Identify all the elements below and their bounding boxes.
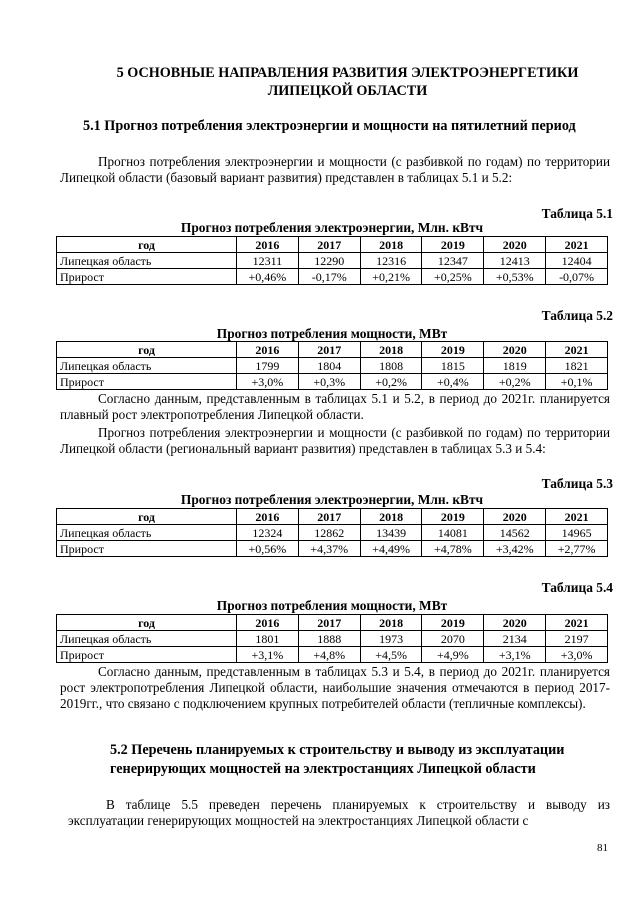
value-cell: 12290 <box>298 253 360 269</box>
value-cell: 1799 <box>237 358 299 374</box>
value-cell: 14562 <box>484 525 546 541</box>
header-cell: 2020 <box>484 237 546 253</box>
value-cell: 2070 <box>422 631 484 647</box>
header-cell: 2017 <box>298 237 360 253</box>
header-cell: 2019 <box>422 342 484 358</box>
value-cell: -0,07% <box>546 269 608 285</box>
table-row <box>57 631 608 647</box>
table-row <box>57 253 608 269</box>
header-cell: 2016 <box>237 615 299 631</box>
table-5-1-caption: Прогноз потребления электроэнергии, Млн. кВтч <box>180 220 484 235</box>
header-cell: 2021 <box>546 615 608 631</box>
value-cell: 1973 <box>360 631 422 647</box>
table-5-1-label: Таблица 5.1 <box>541 206 613 221</box>
table-row <box>57 269 608 285</box>
section-5-2-heading-line1: 5.2 Перечень планируемых к строительству и выводу из эксплуатации <box>110 742 565 758</box>
row-label-cell: Прирост <box>57 269 237 285</box>
table-5-4-label: Таблица 5.4 <box>541 580 613 595</box>
value-cell: +0,3% <box>298 374 360 390</box>
value-cell: +4,78% <box>422 541 484 557</box>
value-cell: 1804 <box>298 358 360 374</box>
header-cell: 2017 <box>298 342 360 358</box>
value-cell: +3,1% <box>237 647 299 663</box>
header-cell: 2020 <box>484 615 546 631</box>
chapter-title-line2: ЛИПЕЦКОЙ ОБЛАСТИ <box>267 83 428 99</box>
value-cell: 1821 <box>546 358 608 374</box>
table-row <box>57 541 608 557</box>
value-cell: 12404 <box>546 253 608 269</box>
header-cell: год <box>57 509 237 525</box>
value-cell: +0,2% <box>484 374 546 390</box>
chapter-title-line1: 5 ОСНОВНЫЕ НАПРАВЛЕНИЯ РАЗВИТИЯ ЭЛЕКТРОЭНЕРГЕТИКИ <box>116 65 579 81</box>
table-header-row <box>57 509 608 525</box>
value-cell: +4,9% <box>422 647 484 663</box>
row-label-cell: Липецкая область <box>57 253 237 269</box>
table-row <box>57 647 608 663</box>
row-label-cell: Липецкая область <box>57 525 237 541</box>
table-5-2-caption: Прогноз потребления мощности, МВт <box>216 326 448 341</box>
paragraph-conclusion-regional: Согласно данным, представленным в таблицах 5.3 и 5.4, в период до 2021г. планируется рост электропотребления Липецкой области, наибольшие значения отмечаются в период 2017-2019гг., что связано с подключением крупных потребителей области (тепличные комплексы). <box>60 664 610 711</box>
value-cell: 14081 <box>422 525 484 541</box>
header-cell: 2016 <box>237 509 299 525</box>
header-cell: 2021 <box>546 509 608 525</box>
value-cell: +3,0% <box>546 647 608 663</box>
page-number: 81 <box>597 842 608 854</box>
paragraph-table-5-5-intro: В таблице 5.5 преведен перечень планируемых к строительству и выводу из эксплуатации генерирующих мощностей на электростанциях Липецкой области с <box>68 797 610 828</box>
row-label-cell: Липецкая область <box>57 631 237 647</box>
row-label-cell: Прирост <box>57 647 237 663</box>
value-cell: +0,25% <box>422 269 484 285</box>
header-cell: 2019 <box>422 237 484 253</box>
value-cell: +0,53% <box>484 269 546 285</box>
header-cell: 2020 <box>484 342 546 358</box>
table-5-3 <box>56 508 608 557</box>
header-cell: 2020 <box>484 509 546 525</box>
table-5-1 <box>56 236 608 285</box>
header-cell: 2017 <box>298 615 360 631</box>
value-cell: 12413 <box>484 253 546 269</box>
header-cell: 2021 <box>546 237 608 253</box>
table-5-4-caption: Прогноз потребления мощности, МВт <box>216 598 448 613</box>
header-cell: 2016 <box>237 237 299 253</box>
paragraph-intro-base: Прогноз потребления электроэнергии и мощности (с разбивкой по годам) по территории Липецкой области (базовый вариант развития) представлен в таблицах 5.1 и 5.2: <box>60 154 610 185</box>
paragraph-conclusion-base: Согласно данным, представленным в таблицах 5.1 и 5.2, в период до 2021г. планируется плавный рост электропотребления Липецкой области. <box>60 391 610 422</box>
value-cell: 1888 <box>298 631 360 647</box>
table-5-3-label: Таблица 5.3 <box>541 476 613 491</box>
header-cell: 2016 <box>237 342 299 358</box>
table-row <box>57 358 608 374</box>
section-5-2-heading-line2: генерирующих мощностей на электростанциях Липецкой области <box>110 761 536 777</box>
value-cell: 1801 <box>237 631 299 647</box>
value-cell: 1819 <box>484 358 546 374</box>
header-cell: 2018 <box>360 509 422 525</box>
header-cell: 2018 <box>360 342 422 358</box>
value-cell: +0,2% <box>360 374 422 390</box>
value-cell: 12862 <box>298 525 360 541</box>
table-5-4 <box>56 614 608 663</box>
value-cell: +0,1% <box>546 374 608 390</box>
table-5-2 <box>56 341 608 390</box>
header-cell: год <box>57 615 237 631</box>
value-cell: 12316 <box>360 253 422 269</box>
value-cell: 1808 <box>360 358 422 374</box>
value-cell: 2134 <box>484 631 546 647</box>
value-cell: +0,46% <box>237 269 299 285</box>
value-cell: 13439 <box>360 525 422 541</box>
table-header-row <box>57 615 608 631</box>
section-5-1-heading: 5.1 Прогноз потребления электроэнергии и мощности на пятилетний период <box>83 118 576 134</box>
value-cell: 12347 <box>422 253 484 269</box>
table-header-row <box>57 342 608 358</box>
value-cell: 2197 <box>546 631 608 647</box>
header-cell: 2018 <box>360 615 422 631</box>
table-5-2-label: Таблица 5.2 <box>541 308 613 323</box>
value-cell: +4,37% <box>298 541 360 557</box>
value-cell: +4,8% <box>298 647 360 663</box>
header-cell: 2019 <box>422 615 484 631</box>
value-cell: +3,0% <box>237 374 299 390</box>
value-cell: -0,17% <box>298 269 360 285</box>
header-cell: год <box>57 342 237 358</box>
value-cell: 1815 <box>422 358 484 374</box>
row-label-cell: Липецкая область <box>57 358 237 374</box>
value-cell: +4,5% <box>360 647 422 663</box>
row-label-cell: Прирост <box>57 374 237 390</box>
header-cell: год <box>57 237 237 253</box>
value-cell: +0,56% <box>237 541 299 557</box>
value-cell: 12324 <box>237 525 299 541</box>
header-cell: 2018 <box>360 237 422 253</box>
header-cell: 2021 <box>546 342 608 358</box>
table-5-3-caption: Прогноз потребления электроэнергии, Млн. кВтч <box>180 492 484 507</box>
value-cell: 14965 <box>546 525 608 541</box>
value-cell: +0,4% <box>422 374 484 390</box>
header-cell: 2019 <box>422 509 484 525</box>
value-cell: 12311 <box>237 253 299 269</box>
value-cell: +3,42% <box>484 541 546 557</box>
table-header-row <box>57 237 608 253</box>
value-cell: +0,21% <box>360 269 422 285</box>
table-row <box>57 374 608 390</box>
row-label-cell: Прирост <box>57 541 237 557</box>
value-cell: +4,49% <box>360 541 422 557</box>
value-cell: +2,77% <box>546 541 608 557</box>
table-row <box>57 525 608 541</box>
paragraph-intro-regional: Прогноз потребления электроэнергии и мощности (с разбивкой по годам) по территории Липецкой области (региональный вариант развития) представлен в таблицах 5.3 и 5.4: <box>60 425 610 456</box>
header-cell: 2017 <box>298 509 360 525</box>
value-cell: +3,1% <box>484 647 546 663</box>
